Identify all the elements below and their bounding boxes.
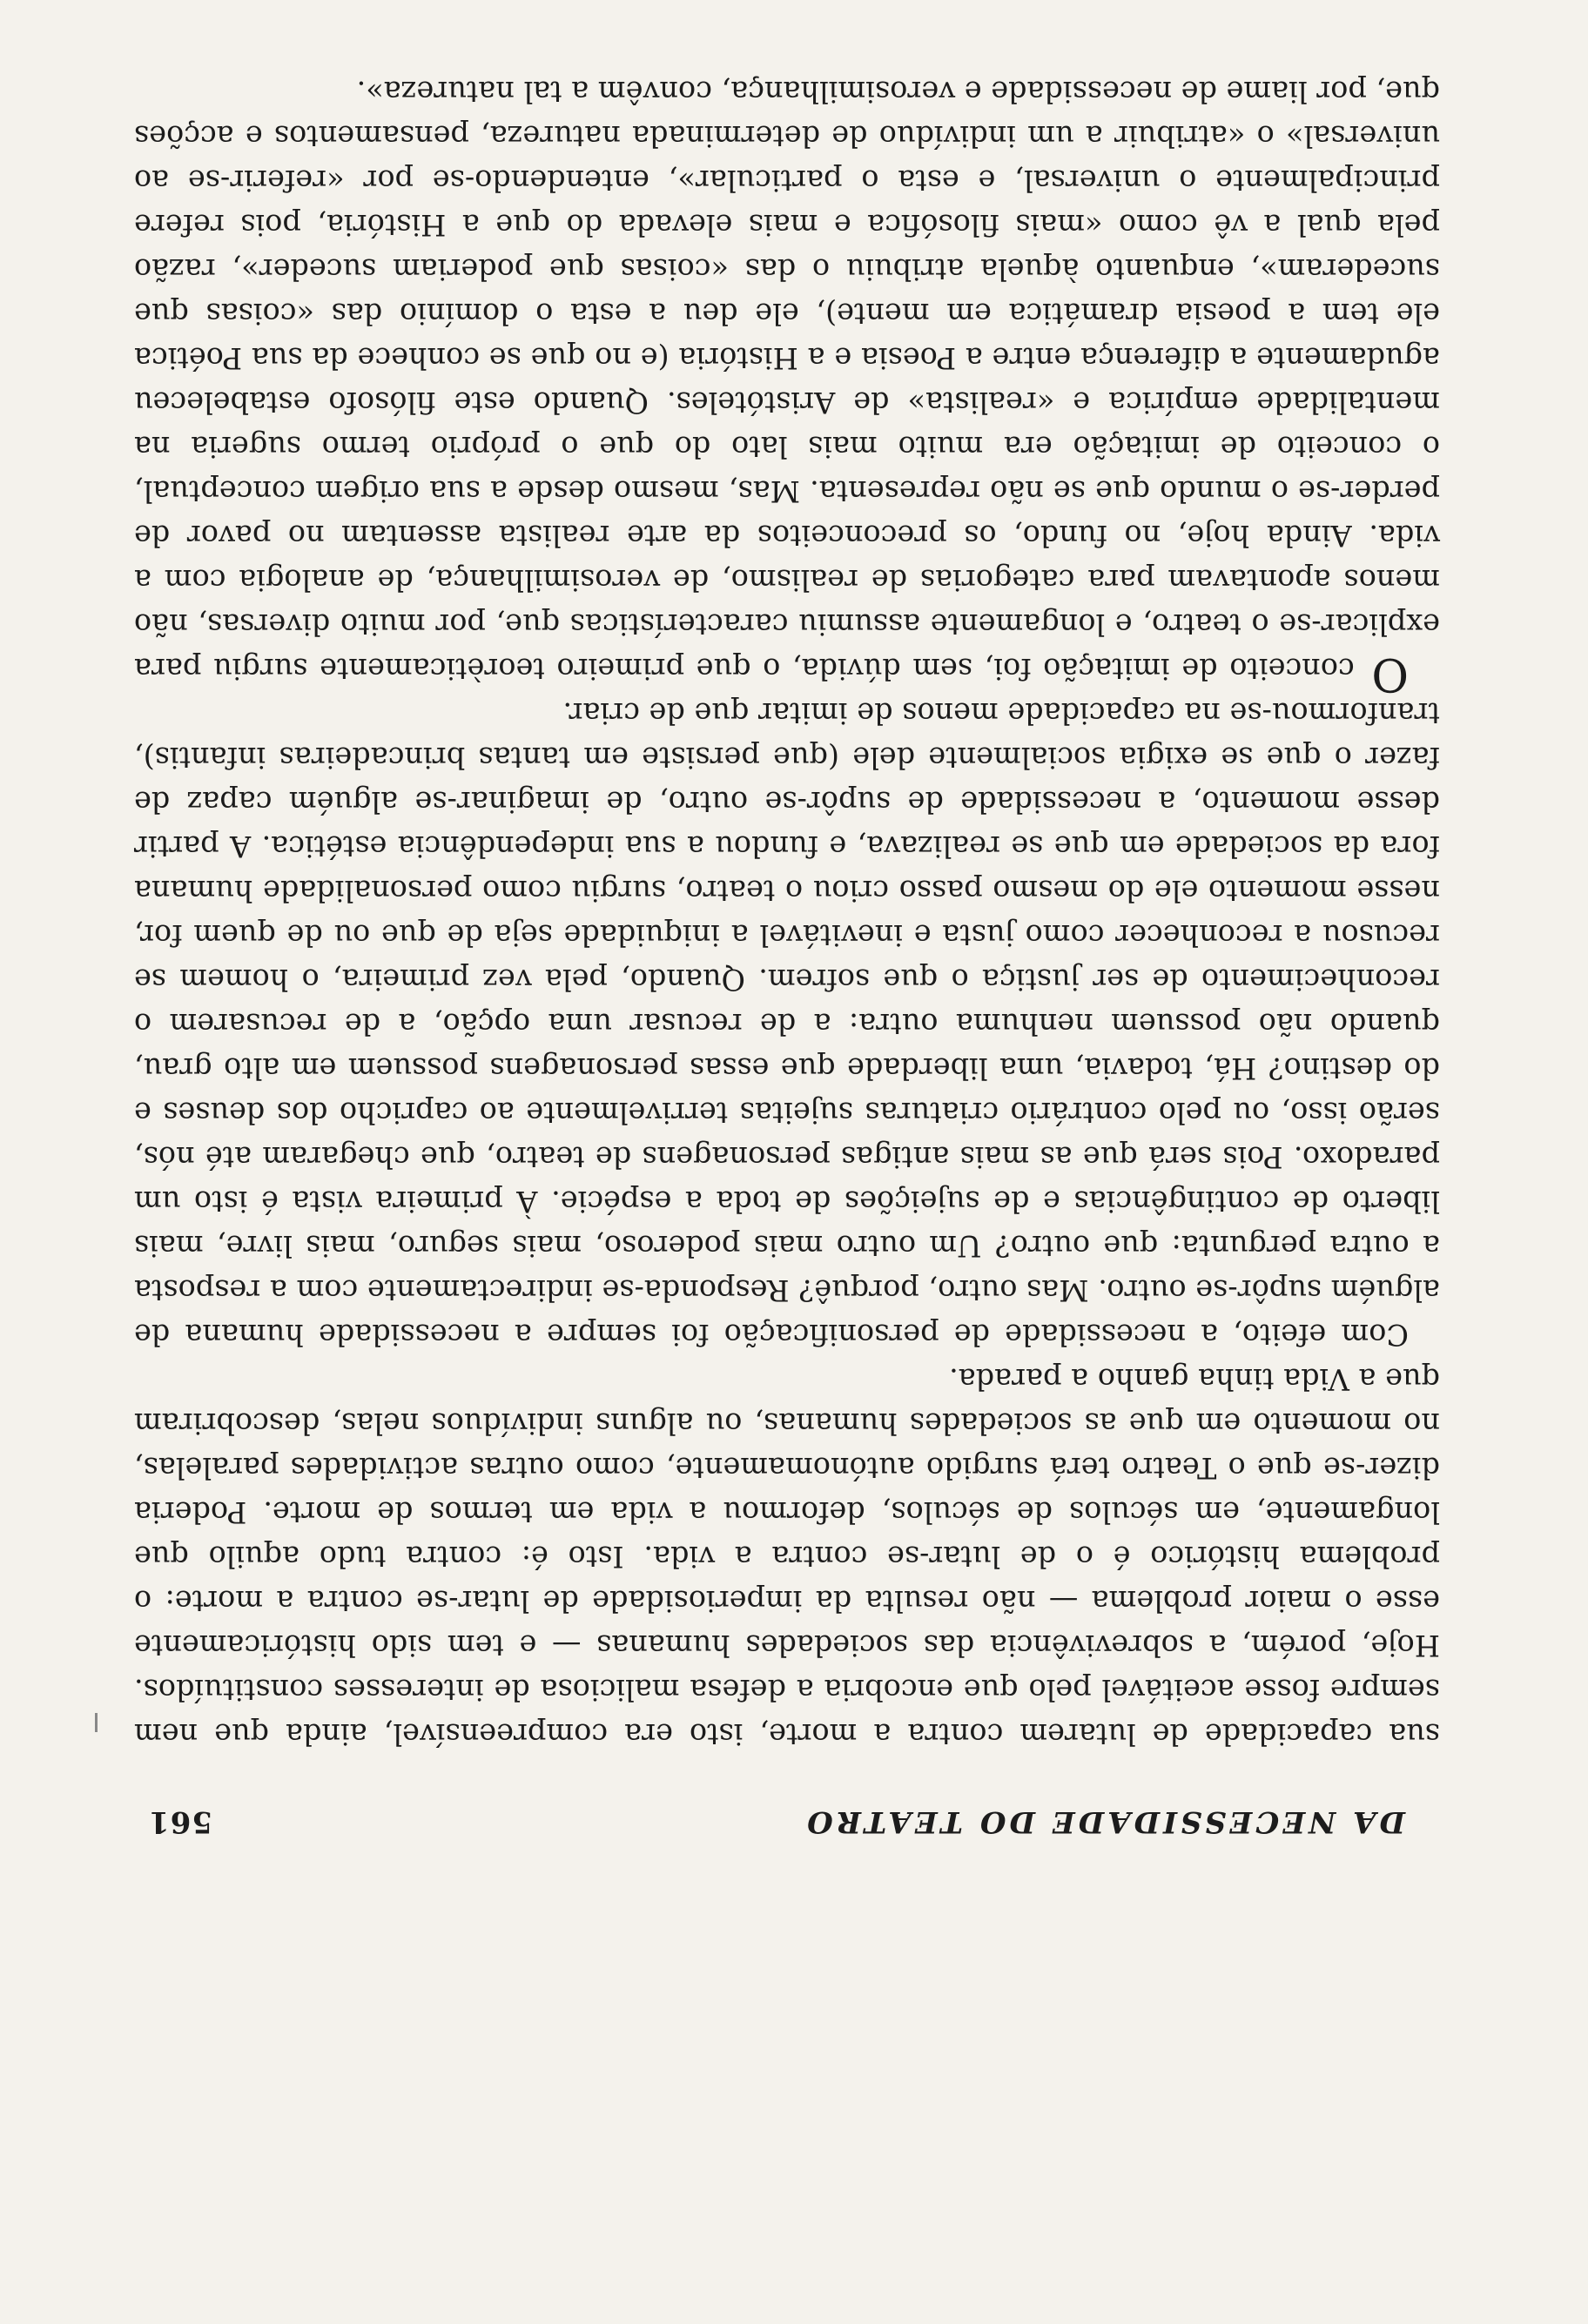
page-number: 561: [148, 1804, 212, 1839]
paragraph-3: [134, 70, 1440, 700]
body-text: [134, 70, 1440, 1756]
paragraph-2: Com efeito, a necessidade de personificação foi sempre a necessidade humana de alguém supôr-se outro. Mas outro, porquê? Responda-se indirectamente com a resposta a outra pergunta: que outro? Um outro mais poderoso, mais seguro, mais livre, mais liberto de contingências e de sujeições de toda a espécie. À primeira vista é isto um paradoxo. Pois será que as mais antigas personagens de teatro, que chegaram até nós, serão isso, ou pelo contrário criaturas sujeitas terrivelmente ao capricho dos deuses e do destino? Há, todavia, uma liberdade que essas personagens possuem em alto grau, quando não possuem nenhuma outra: a de recusar uma opção, a de recusarem o reconhecimento de ser justiça o que sofrem. Quando, pela vez primeira, o homem se recusou a reconhecer como justa e inevitável a iniquidade seja de que ou de quem for, nesse momento ele do mesmo passo criou o teatro, surgiu como personalidade humana fora da sociedade em que se realizava, e fundou a sua independência estética. A partir desse momento, a necessidade de supôr-se outro, de imaginar-se alguém capaz de fazer o que se exigia socialmente dele (que persiste em tantas brincadeiras infantis), tranformou-se na capacidade menos de imitar que de criar.: [134, 696, 1440, 1352]
running-head: [148, 1804, 1405, 1839]
paragraph-1: sua capacidade de lutarem contra a morte, isto era compreensível, ainda que nem sempre fosse aceitável pelo que encobria a defesa maliciosa de interesses constituídos. Hoje, porém, a sobrevivência das sociedades humanas — e tem sido históricamente esse o maior problema — não resulta da imperiosidade de lutar-se contra a morte: o problema histórico é o de lutar-se contra a vida. Isto é: contra tudo aquilo que longamente, em séculos de séculos, deformou a vida em termos de morte. Poderia dizer-se que o Teatro terá surgido autónomamente, como outras actividades paralelas, no momento em que as sociedades humanas, ou alguns indivíduos nelas, descobriram que a Vida tinha ganho a parada.: [134, 1362, 1440, 1751]
drop-cap-initial: O: [1371, 648, 1409, 700]
margin-mark: [95, 1713, 98, 1732]
running-head-title: DA NECESSIDADE DO TEATRO: [804, 1804, 1405, 1839]
paragraph-3-text: conceito de imitação foi, sem dúvida, o que primeiro teorèticamente surgiu para explicar-se o teatro, e longamente assumiu características que, por muito diversas, não menos apontavam para categorias de realismo, de verosimilhança, de analogia com a vida. Ainda hoje, no fundo, os preconceitos da arte realista assentam no pavor de perder-se o mundo que se não representa. Mas, mesmo desde a sua origem conceptual, o conceito de imitação era muito mais lato do que o próprio termo sugeria na mentalidade empírica e «realista» de Aristóteles. Quando este filósofo estabeleceu agudamente a diferença entre a Poesia e a História (e no que se conhece da sua Poética ele tem a poesia dramática em mente), ele deu a esta o domínio das «coisas que sucederam», enquanto àquela atribuiu o das «coisas que poderiam suceder», razão pela qual a vê como «mais filosófica e mais elevada do que a História, pois refere principalmente o universal, e esta o particular», entendendo-se por «referir-se ao universal» o «atribuir a um indivíduo de determinada natureza, pensamentos e acções que, por liame de necessidade e verosimilhança, convêm a tal natureza».: [134, 75, 1440, 686]
